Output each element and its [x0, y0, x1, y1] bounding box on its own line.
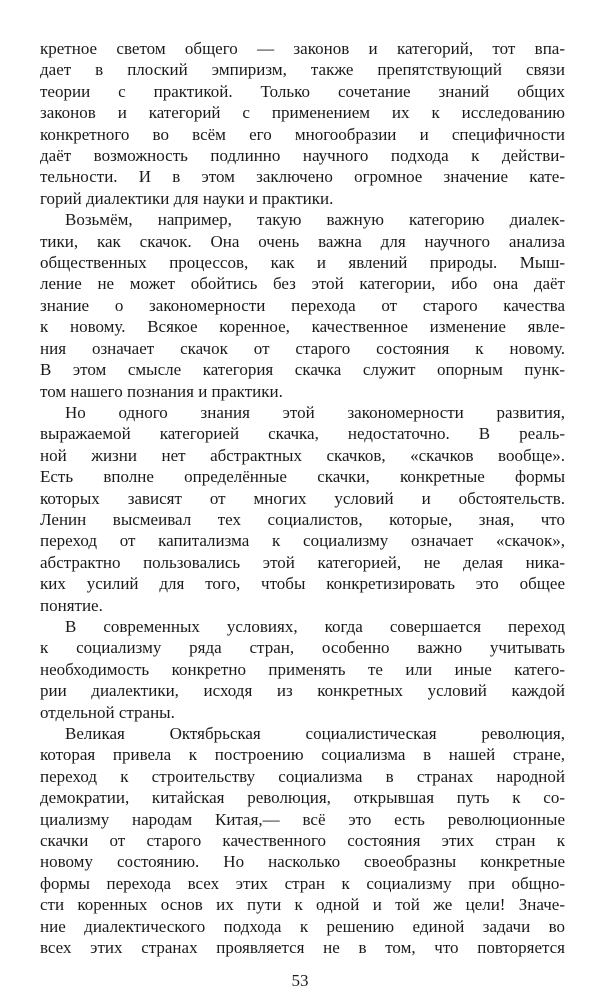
text-line: ление не может обойтись без этой категории, ибо она даёт [40, 274, 565, 294]
paragraph [40, 209, 565, 402]
text-line: формы перехода всех этих стран к социализму при общно- [40, 873, 565, 893]
paragraph [40, 616, 565, 723]
paragraph [40, 38, 565, 209]
text-line: общественных процессов, как и явлений природы. Мыш- [40, 253, 565, 273]
text-line: В этом смысле категория скачка служит опорным пунк- [40, 360, 565, 380]
text-line: необходимость конкретно применять те или иные катего- [40, 659, 565, 679]
text-line: теории с практикой. Только сочетание знаний общих [40, 81, 565, 101]
text-line: дает в плоский эмпиризм, также препятствующий связи [40, 60, 565, 80]
page-number: 53 [291, 971, 309, 991]
text-line: тики, как скачок. Она очень важна для научного анализа [40, 231, 565, 251]
text-line: скачки от старого качественного состояния этих стран к [40, 831, 565, 851]
text-line: знание о закономерности перехода от старого качества [40, 295, 565, 315]
text-line: Возьмём, например, такую важную категорию диалек- [65, 210, 565, 230]
text-line: Великая Октябрьская социалистическая революция, [65, 724, 565, 743]
text-line: том нашего познания и практики. [40, 381, 283, 401]
text-line: которых зависят от многих условий и обстоятельств. [40, 488, 565, 508]
text-line: законов и категорий с применением их к исследованию [40, 103, 565, 123]
text-line: абстрактно пользовались этой категорией, не делая ника- [40, 552, 565, 572]
text-line: циализму народам Китая,— всё это есть революционные [40, 809, 565, 829]
text-line: В современных условиях, когда совершается переход [65, 616, 565, 636]
text-line: которая привела к построению социализма в нашей стране, [40, 745, 565, 765]
text-line: всех этих странах проявляется не в том, что повторяется [40, 938, 565, 958]
text-line: ния означает скачок от старого состояния к новому. [40, 338, 565, 358]
paragraph [40, 402, 565, 616]
text-line: переход к строительству социализма в странах народной [40, 766, 565, 786]
text-line: демократии, китайская революция, открывшая путь к со- [40, 788, 565, 808]
text-line: ние диалектического подхода к решению единой задачи во [40, 916, 565, 936]
text-line: переход от капитализма к социализму означает «скачок», [40, 531, 565, 551]
text-line: рии диалектики, исходя из конкретных условий каждой [40, 681, 565, 701]
text-line: выражаемой категорией скачка, недостаточно. В реаль- [40, 424, 565, 444]
text-line: к социализму ряда стран, особенно важно учитывать [40, 638, 565, 658]
text-line: сти коренных основ их пути к одной и той же цели! Значе- [40, 895, 565, 915]
page-body [40, 0, 565, 958]
text-line: понятие. [40, 595, 103, 615]
text-line: кретное светом общего — законов и категорий, тот впа- [40, 39, 565, 58]
text-line: тельности. И в этом заключено огромное значение кате- [40, 167, 565, 187]
text-line: Но одного знания этой закономерности развития, [65, 402, 565, 422]
text-line: Ленин высмеивал тех социалистов, которые, зная, что [40, 509, 565, 529]
text-line: Есть вполне определённые скачки, конкретные формы [40, 467, 565, 487]
text-line: горий диалектики для науки и практики. [40, 188, 334, 208]
text-line: ной жизни нет абстрактных скачков, «скачков вообще». [40, 445, 565, 465]
text-line: конкретного во всём его многообразии и специфичности [40, 124, 565, 144]
text-line: новому состоянию. Но насколько своеобразны конкретные [40, 852, 565, 872]
text-line: даёт возможность подлинно научного подхода к действи- [40, 146, 565, 166]
text-line: к новому. Всякое коренное, качественное изменение явле- [40, 317, 565, 337]
text-line: отдельной страны. [40, 702, 175, 722]
text-line: ких усилий для того, чтобы конкретизировать это общее [40, 574, 565, 594]
paragraph [40, 723, 565, 958]
